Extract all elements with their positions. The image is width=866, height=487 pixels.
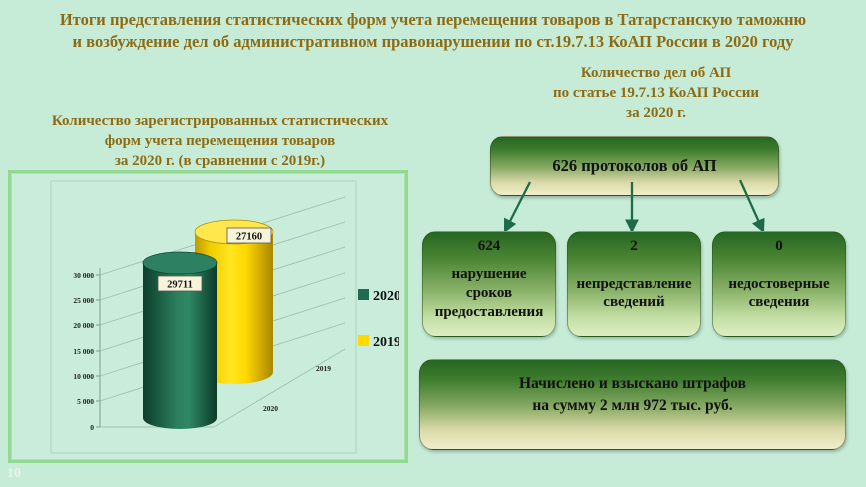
legend-swatch-2019 xyxy=(358,335,369,346)
data-label-2020 xyxy=(158,276,202,291)
y-axis-labels xyxy=(73,271,94,432)
cases-heading-line1: Количество дел об АП xyxy=(580,65,732,81)
breakdown-box-inaccurate-data xyxy=(712,231,846,337)
chart-panel xyxy=(8,170,408,463)
total-protocols-label: 626 протоколов об АП xyxy=(552,156,717,175)
breakdown-label: непредставление сведений xyxy=(576,275,692,311)
value-2019: 27160 xyxy=(235,231,263,243)
breakdown-box-non-submission xyxy=(567,231,701,337)
ytick-25000: 25 000 xyxy=(73,296,94,305)
breakdown-label: недостоверные сведения xyxy=(728,275,830,311)
chart-heading xyxy=(18,112,422,172)
ytick-10000: 10 000 xyxy=(73,372,94,381)
page-number: 10 xyxy=(7,466,21,481)
breakdown-value: 2 xyxy=(630,238,638,254)
chart-heading-line3: за 2020 г. (в сравнении с 2019г.) xyxy=(114,152,326,169)
chart-legend xyxy=(358,289,399,350)
slide-title-line1: Итоги представления статистических форм учета перемещения товаров в Татарстанскую таможню xyxy=(59,10,807,29)
legend-swatch-2020 xyxy=(358,289,369,300)
legend-label-2019: 2019 xyxy=(373,335,399,350)
ytick-30000: 30 000 xyxy=(73,271,94,280)
floor-label-2020: 2020 xyxy=(263,404,278,413)
fines-line1: Начислено и взыскано штрафов xyxy=(519,375,746,392)
fines-box xyxy=(419,359,846,450)
cylinder-chart xyxy=(11,173,399,454)
ytick-15000: 15 000 xyxy=(73,347,94,356)
value-2020: 29711 xyxy=(167,279,193,291)
arrow-left xyxy=(505,182,530,231)
ytick-5000: 5 000 xyxy=(77,397,94,406)
breakdown-value: 624 xyxy=(477,238,501,254)
slide-title xyxy=(0,9,866,53)
y-axis-ticks xyxy=(96,275,100,427)
breakdown-arrows xyxy=(480,176,790,238)
chart-heading-line1: Количество зарегистрированных статистических xyxy=(51,113,389,129)
breakdown-value: 0 xyxy=(775,238,783,254)
cases-heading xyxy=(470,64,842,124)
ytick-0: 0 xyxy=(90,423,94,432)
breakdown-label: нарушение сроков предоставления xyxy=(434,266,544,320)
breakdown-box-violation-terms xyxy=(422,231,556,337)
cases-heading-line3: за 2020 г. xyxy=(626,104,686,121)
chart-heading-line2: форм учета перемещения товаров xyxy=(104,132,336,149)
legend-label-2020: 2020 xyxy=(373,289,399,304)
fines-line2: на сумму 2 млн 972 тыс. руб. xyxy=(532,397,733,415)
arrow-right xyxy=(740,180,763,231)
data-label-2019 xyxy=(227,228,271,243)
ytick-20000: 20 000 xyxy=(73,321,94,330)
slide-title-line2: и возбуждение дел об административном правонарушении по ст.19.7.13 КоАП России в 2020 году xyxy=(72,31,794,51)
cases-heading-line2: по статье 19.7.13 КоАП России xyxy=(552,84,760,101)
floor-label-2019: 2019 xyxy=(316,364,331,373)
